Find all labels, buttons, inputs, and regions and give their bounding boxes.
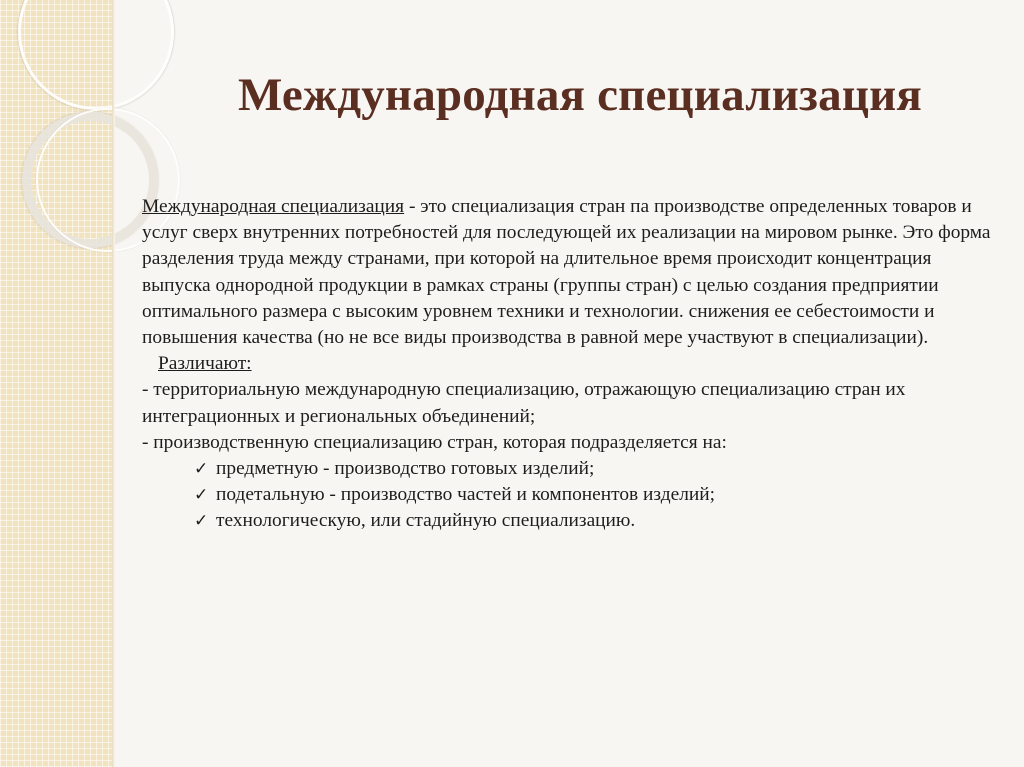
decorative-side-band	[0, 0, 112, 767]
check-icon: ✓	[194, 485, 209, 506]
dash-item-production: - производственную специализацию стран, которая подразделяется на:	[142, 431, 727, 453]
side-band-edge	[112, 0, 115, 767]
check-icon: ✓	[194, 511, 209, 532]
distinguish-label-line	[142, 351, 992, 377]
distinguish-label: Различают:	[158, 353, 252, 375]
check-item-text: подетальную - производство частей и компонентов изделий;	[216, 484, 716, 506]
check-item	[194, 456, 992, 482]
definition-paragraph	[142, 194, 992, 351]
check-list	[142, 456, 992, 535]
check-item	[194, 482, 992, 508]
definition-text: - это специализация стран па производстве определенных товаров и услуг сверх внутренних потребностей для последующей их реализации на мировом рынке. Это форма разделения труда между странами, при которой на длительное время происходит концентрация выпуска однородной продукции в рамках страны (группы стран) с целью создания предприятии оптимального размера с высоким уровнем техники и технологии. снижения ее себестоимости и повышения качества (но не все виды производства в равной мере участвуют в специализации).	[142, 196, 991, 349]
definition-term: Международная специализация	[142, 196, 405, 217]
dash-item-territorial: - территориальную международную специализацию, отражающую специализацию стран их интеграционных и региональных объединений;	[142, 379, 906, 427]
slide-title: Международная специализация	[237, 69, 923, 121]
slide-body	[142, 194, 992, 535]
check-item-text: предметную - производство готовых изделий;	[216, 458, 595, 480]
check-item	[194, 508, 992, 534]
check-item-text: технологическую, или стадийную специализацию.	[216, 510, 636, 532]
check-icon: ✓	[194, 459, 209, 480]
